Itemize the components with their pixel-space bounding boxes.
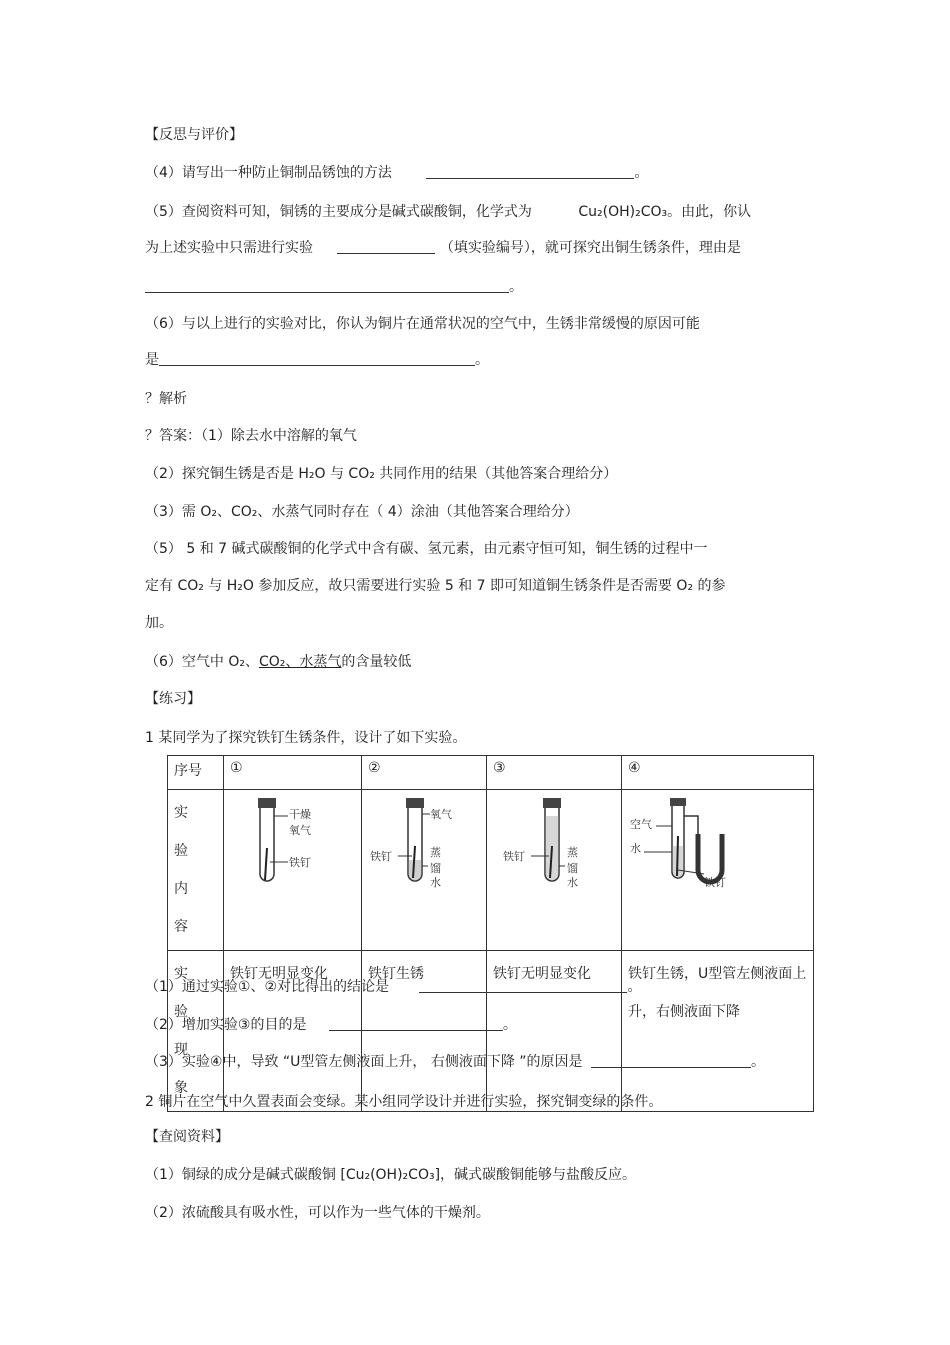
answer-blank-q5-experiment[interactable] bbox=[337, 239, 435, 254]
label-air: 空气 bbox=[630, 818, 652, 831]
q5-formula: Cu₂(OH)₂CO₃ bbox=[578, 204, 668, 220]
question-5-line2 bbox=[145, 239, 741, 257]
label-distilled-1: 蒸 bbox=[567, 846, 578, 859]
label-water: 水 bbox=[430, 876, 441, 888]
label-distilled-1: 蒸 bbox=[430, 846, 441, 859]
answer-6-text-a: （6）空气中 O₂、 bbox=[145, 654, 259, 670]
answer-5-line3: 加。 bbox=[145, 615, 173, 631]
row-label-phenomenon: 实验现象 bbox=[168, 951, 224, 1112]
question-5-line1 bbox=[145, 203, 751, 221]
practice-q1-period: 。 bbox=[627, 979, 642, 995]
q6-text-b: 是 bbox=[145, 352, 159, 368]
phenomenon-cell-2: 铁钉生锈 bbox=[362, 951, 487, 1112]
row-label-content: 实验内容 bbox=[168, 790, 224, 951]
practice-q3-period: 。 bbox=[751, 1054, 766, 1070]
section-heading-reflection: 【反思与评价】 bbox=[145, 127, 243, 143]
label-nail: 铁钉 bbox=[370, 850, 392, 863]
answer-5-line2: 定有 CO₂ 与 H₂O 参加反应，故只需要进行实验 5 和 7 即可知道铜生锈条件是否需要 O₂ 的参 bbox=[145, 578, 726, 594]
question-5-text: （5）查阅资料可知，铜锈的主要成分是碱式碳酸铜，化学式为 bbox=[145, 204, 532, 220]
header-cell-2: ② bbox=[362, 756, 487, 790]
practice-heading: 【练习】 bbox=[145, 691, 201, 707]
analysis-heading: ？解析 bbox=[145, 391, 187, 407]
content-cell-1 bbox=[224, 790, 362, 951]
phenomenon-cell-4: 铁钉生锈，U型管左侧液面上升，右侧液面下降 bbox=[622, 951, 814, 1112]
phenomenon-cell-3: 铁钉无明显变化 bbox=[487, 951, 622, 1112]
practice-q3 bbox=[145, 1053, 765, 1071]
question-5-line3 bbox=[145, 278, 523, 296]
answer-6-text-b: 的含量较低 bbox=[341, 654, 412, 670]
answer-blank-practice-q2[interactable] bbox=[329, 1016, 503, 1031]
label-nail: 铁钉 bbox=[503, 850, 525, 863]
question-4 bbox=[145, 164, 648, 182]
practice-q1-text: （1）通过实验①、②对比得出的结论是 bbox=[145, 979, 390, 995]
header-cell-3: ③ bbox=[487, 756, 622, 790]
label-water: 水 bbox=[567, 876, 578, 888]
practice-1-intro: 1 某同学为了探究铁钉生锈条件，设计了如下实验。 bbox=[145, 730, 467, 746]
answer-6 bbox=[145, 653, 411, 671]
practice-q2-period: 。 bbox=[502, 1017, 517, 1033]
label-distilled-2: 馏 bbox=[430, 862, 441, 875]
answer-blank-q4[interactable] bbox=[426, 164, 634, 179]
question-6-line1: （6）与以上进行的实验对比，你认为铜片在通常状况的空气中，生锈非常缓慢的原因可能 bbox=[145, 316, 700, 332]
practice-q2-text: （2）增加实验③的目的是 bbox=[145, 1017, 307, 1033]
reference-2: （2）浓硫酸具有吸水性，可以作为一些气体的干燥剂。 bbox=[145, 1205, 490, 1221]
content-cell-2 bbox=[362, 790, 487, 951]
label-nail: 铁钉 bbox=[704, 876, 726, 888]
question-6-line2 bbox=[145, 351, 489, 369]
label-nail: 铁钉 bbox=[289, 856, 311, 869]
reference-heading: 【查阅资料】 bbox=[145, 1129, 229, 1145]
answer-blank-practice-q1[interactable] bbox=[419, 978, 627, 993]
answer-1: （1）除去水中溶解的氧气 bbox=[201, 428, 357, 444]
label-dry: 干燥 bbox=[289, 808, 311, 821]
label-oxygen: 氧气 bbox=[289, 824, 311, 837]
test-tube-oxygen-water-diagram bbox=[368, 794, 468, 888]
q6-period: 。 bbox=[475, 352, 489, 368]
q5-text-b: 。由此，你认 bbox=[667, 204, 752, 220]
answer-5-line1: （5） 5 和 7 碱式碳酸铜的化学式中含有碳、氢元素，由元素守恒可知，铜生锈的过程中一 bbox=[145, 541, 708, 557]
question-4-text: （4）请写出一种防止铜制品锈蚀的方法 bbox=[145, 165, 392, 181]
label-water: 水 bbox=[630, 842, 641, 855]
answer-6-underlined: CO₂、水蒸气 bbox=[259, 654, 342, 670]
answer-blank-q6[interactable] bbox=[159, 351, 475, 366]
answer-label: ？答案： bbox=[145, 428, 201, 444]
header-cell-4: ④ bbox=[622, 756, 814, 790]
q5-line2-text-b: （填实验编号），就可探究出铜生锈条件，理由是 bbox=[439, 240, 741, 256]
test-tube-distilled-water-diagram bbox=[493, 794, 603, 888]
content-cell-4 bbox=[622, 790, 814, 951]
table-row-content bbox=[168, 790, 814, 951]
label-distilled-2: 馏 bbox=[567, 862, 578, 875]
header-cell-index: 序号 bbox=[168, 756, 224, 790]
answer-blank-q5-reason[interactable] bbox=[145, 278, 509, 293]
test-tube-dry-oxygen-diagram bbox=[230, 794, 330, 888]
q5-period: 。 bbox=[509, 279, 523, 295]
table-header-row bbox=[168, 756, 814, 790]
answer-1-line bbox=[145, 427, 357, 445]
answer-3-4: （3）需 O₂、CO₂、水蒸气同时存在（ 4）涂油（其他答案合理给分） bbox=[145, 504, 579, 520]
practice-2-intro: 2 铜片在空气中久置表面会变绿。某小组同学设计并进行实验，探究铜变绿的条件。 bbox=[145, 1094, 663, 1110]
content-cell-3 bbox=[487, 790, 622, 951]
phenomenon-cell-1: 铁钉无明显变化 bbox=[224, 951, 362, 1112]
u-tube-apparatus-diagram bbox=[628, 794, 748, 888]
practice-q3-text: （3）实验④中，导致 “U型管左侧液面上升， 右侧液面下降 ”的原因是 bbox=[145, 1054, 583, 1070]
header-cell-1: ① bbox=[224, 756, 362, 790]
answer-2: （2）探究铜生锈是否是 H₂O 与 CO₂ 共同作用的结果（其他答案合理给分） bbox=[145, 466, 618, 482]
practice-q1 bbox=[145, 978, 641, 996]
q4-period: 。 bbox=[634, 165, 649, 181]
answer-blank-practice-q3[interactable] bbox=[591, 1053, 751, 1068]
reference-1: （1）铜绿的成分是碱式碳酸铜 [Cu₂(OH)₂CO₃]，碱式碳酸铜能够与盐酸反应。 bbox=[145, 1167, 637, 1183]
q5-line2-text-a: 为上述实验中只需进行实验 bbox=[145, 240, 313, 256]
label-oxygen: 氧气 bbox=[430, 808, 452, 821]
practice-q2 bbox=[145, 1016, 517, 1034]
